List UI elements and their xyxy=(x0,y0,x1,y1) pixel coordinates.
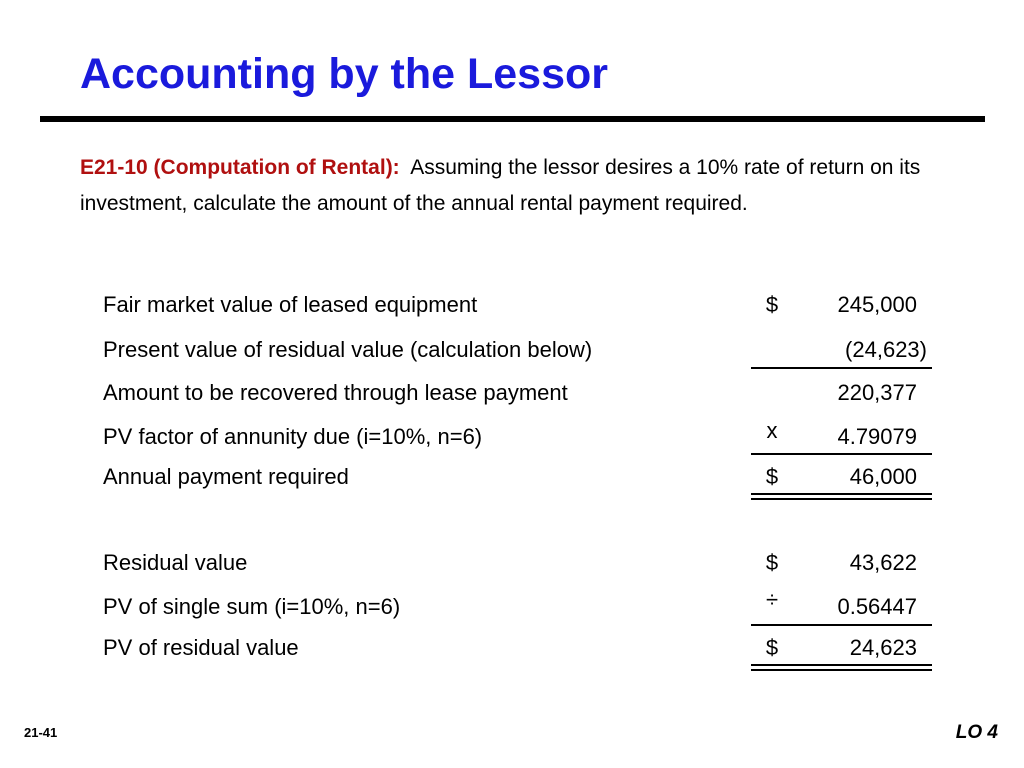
problem-statement xyxy=(80,150,940,222)
currency-symbol: $ xyxy=(765,635,779,660)
slide-number: 21-41 xyxy=(24,725,58,740)
row-description: PV of single sum (i=10%, n=6) xyxy=(103,594,401,619)
table-row xyxy=(103,462,933,492)
currency-symbol: $ xyxy=(765,550,779,575)
row-description: PV of residual value xyxy=(103,635,299,660)
row-description: Annual payment required xyxy=(103,464,349,489)
total-double-underline xyxy=(751,664,932,671)
subtotal-underline xyxy=(751,367,932,369)
table-row xyxy=(103,378,933,408)
slide-title: Accounting by the Lessor xyxy=(80,50,609,98)
currency-symbol: $ xyxy=(765,292,779,317)
learning-objective-label: LO 4 xyxy=(955,722,998,743)
row-amount: (24,623) xyxy=(845,337,927,362)
row-amount: 24,623 xyxy=(849,635,917,660)
table-row xyxy=(103,290,933,320)
row-amount: 43,622 xyxy=(849,550,917,575)
row-amount: 4.79079 xyxy=(837,424,917,449)
subtotal-underline xyxy=(751,624,932,626)
table-row xyxy=(103,335,933,365)
subtotal-underline xyxy=(751,453,932,455)
table-row xyxy=(103,548,933,578)
total-double-underline xyxy=(751,493,932,500)
row-description: PV factor of annunity due (i=10%, n=6) xyxy=(103,424,483,449)
currency-symbol: $ xyxy=(765,464,779,489)
table-row xyxy=(103,633,933,663)
row-description: Amount to be recovered through lease payment xyxy=(103,380,568,405)
problem-text: Assuming the lessor desires a 10% rate of return on its investment, calculate the amount of the annual rental payment required. xyxy=(80,156,921,215)
row-amount: 245,000 xyxy=(837,292,917,317)
row-amount: 0.56447 xyxy=(837,594,917,619)
row-description: Fair market value of leased equipment xyxy=(103,292,478,317)
row-amount: 46,000 xyxy=(849,464,917,489)
row-description: Residual value xyxy=(103,550,248,575)
row-amount: 220,377 xyxy=(837,380,917,405)
table-row xyxy=(103,418,933,452)
divide-symbol: ÷ xyxy=(765,587,779,612)
table-row xyxy=(103,587,933,622)
row-description: Present value of residual value (calculation below) xyxy=(103,337,593,362)
problem-label: E21-10 (Computation of Rental): xyxy=(80,156,400,179)
title-divider xyxy=(40,116,985,122)
multiply-symbol: x xyxy=(766,418,778,443)
